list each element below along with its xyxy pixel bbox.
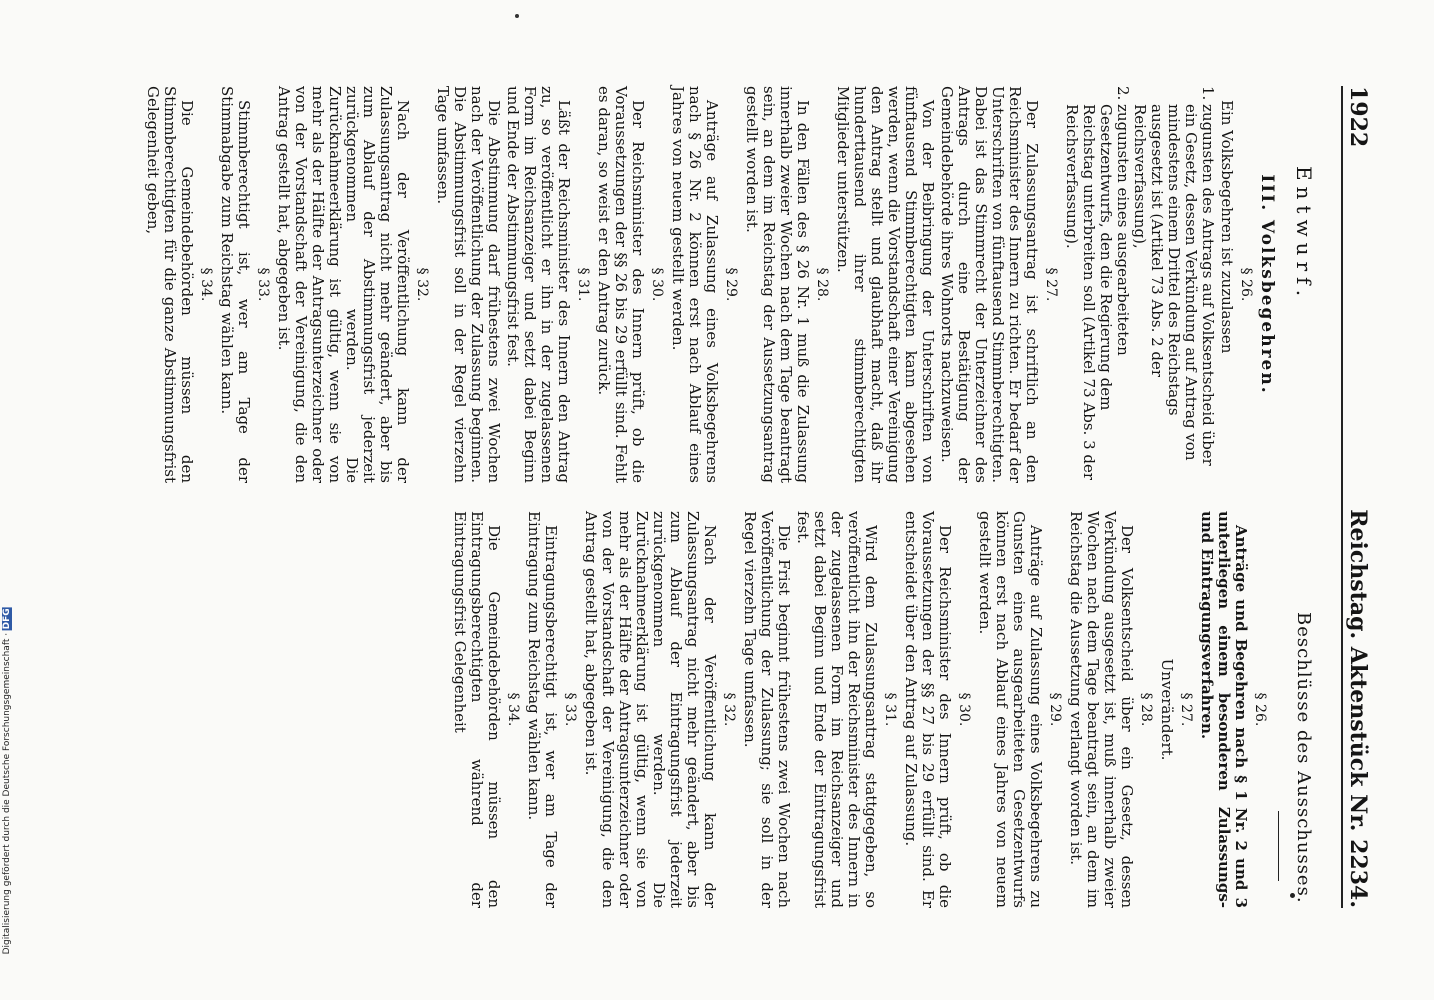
section-29-text: Anträge auf Zulassung eines Volksbegehrens nach § 26 Nr. 2 können erst nach Ablauf eines Jahres von neuem gestellt werden.	[669, 86, 721, 483]
section-29-heading: § 29.	[723, 267, 739, 302]
committee-section-33-text: Eintragungsberechtigt ist, wer am Tage der Eintragung zum Reichstag wählen kann.	[525, 511, 560, 908]
committee-section-31-text: Wird dem Zulassungsantrag stattgegeben, so veröffentlicht ihn der Reichsminister des Innern in der zugelassenen Form im Reichsanzeiger und setzt dabei Beginn und Ende der Eintragungsfrist fest.	[794, 511, 880, 908]
section-31-heading: § 31.	[575, 267, 591, 302]
page-header	[1345, 86, 1371, 908]
committee-heading: Beschlüsse des Ausschusses.	[1293, 612, 1314, 904]
committee-section-31-heading: § 31.	[882, 692, 898, 727]
committee-section-27-text: Unverändert.	[1158, 658, 1176, 761]
committee-section-34-heading: § 34.	[505, 692, 521, 727]
committee-section-27-heading: § 27.	[1178, 692, 1194, 727]
committee-section-30-heading: § 30.	[956, 692, 972, 727]
committee-section-31-text-2: Die Frist beginnt frühestens zwei Wochen nach Veröffentlichung der Zulassung; sie soll in der Regel vierzehn Tage umfassen.	[741, 511, 793, 908]
section-26-heading: § 26.	[1238, 267, 1254, 302]
section-33-text: Stimmberechtigt ist, wer am Tage der Stimmabgabe zum Reichstag wählen kann.	[218, 86, 253, 483]
section-27-text-2: Von der Beibringung der Unterschriften von fünftausend Stimmberechtigten kann abgesehen werden, wenn die Vorstandschaft einer Vereinigung den Antrag stellt und glaubhaft macht, daß ihr hunderttausend ihrer stimmberechtigten Mitglieder unterstützen.	[834, 86, 937, 483]
section-33-heading: § 33.	[255, 267, 271, 302]
section-32-text: Nach der Veröffentlichung kann der Zulassungsantrag nicht mehr geändert, aber bis zum Ablauf der Abstimmungsfrist jederzeit zurückgenommen werden. Die Zurücknahmeerklärung ist gültig, wenn sie von mehr als der Hälfte der Antragsunterzeichner oder von der Vorstandschaft der Vereinigung, die den Antrag gestellt hat, abgegeben ist.	[275, 86, 412, 483]
committee-section-28-heading: § 28.	[1138, 692, 1154, 727]
header-rule	[1341, 86, 1343, 908]
section-28-text: In den Fällen des § 26 Nr. 1 muß die Zulassung innerhalb zweier Wochen nach dem Tage beantragt sein, an dem im Reichstag der Aussetzungsantrag gestellt worden ist.	[743, 86, 812, 483]
committee-section-26-heading: § 26.	[1252, 692, 1268, 727]
two-column-text	[142, 86, 1281, 908]
section-26-item-1-text: zugunsten des Antrags auf Volksentscheid über ein Gesetz, dessen Verkündung auf Antrag von mindestens einem Drittel des Reichstags ausgesetzt ist (Artikel 73 Abs. 2 der Reichsverfassung),	[1131, 104, 1217, 466]
committee-section-34-text: Die Gemeindebehörden müssen den Eintragungsberechtigten während der Eintragungsfrist Gelegenheit	[451, 511, 503, 908]
scan-speck	[515, 14, 519, 18]
committee-column	[142, 511, 1281, 908]
rotated-document-page	[76, 68, 1371, 928]
column-headings	[1292, 86, 1331, 908]
section-30-text: Der Reichsminister des Innern prüft, ob die Voraussetzungen der §§ 26 bis 29 erfüllt sind. Fehlt es daran, so weist er den Antrag zurück.	[595, 86, 647, 483]
committee-section-26-text: Anträge und Begehren nach § 1 Nr. 2 und 3 unterliegen einem besonderen Zulassungs- und Eintragungsverfahren.	[1198, 511, 1250, 908]
dfg-logo: DFG	[2, 608, 12, 630]
committee-section-30-text: Der Reichsminister des Innern prüft, ob die Voraussetzungen der §§ 27 bis 29 erfüllt sind. Er entscheidet über den Antrag auf Zulassung.	[902, 511, 954, 908]
draft-heading: Entwurf.	[1292, 165, 1316, 303]
section-32-heading: § 32.	[414, 267, 430, 302]
committee-section-32-text: Nach der Veröffentlichung kann der Zulassungsantrag nicht mehr geändert, aber bis zum Ablauf der Eintragungsfrist jederzeit zurückgenommen werden. Die Zurücknahmeerklärung ist gültig, wenn sie von mehr als der Hälfte der Antragsunterzeichner oder von der Vorstandschaft der Vereinigung, die den Antrag gestellt hat, abgegeben ist.	[582, 511, 719, 908]
section-30-heading: § 30.	[649, 267, 665, 302]
committee-section-29-text: Anträge auf Zulassung eines Volksbegehrens zu Gunsten eines ausgearbeiteten Gesetzentwurfs können erst nach Ablauf eines Jahres von neuem gestellt werden.	[976, 511, 1045, 908]
section-27-heading: § 27.	[1043, 267, 1059, 302]
section-26-item-2: 2. zugunsten eines ausgearbeiteten Gesetzentwurfs, den die Regierung dem Reichstag unterbreiten soll (Artikel 73 Abs. 3 der Reichsverfassung).	[1063, 86, 1131, 483]
page-title: Reichstag. Aktenstück Nr. 2234.	[1345, 509, 1371, 908]
committee-section-29-heading: § 29.	[1047, 692, 1063, 727]
credit-text: Digitalisierung gefördert durch die Deutsche Forschungsgemeinschaft	[2, 638, 12, 955]
section-26-intro: Ein Volksbegehren ist zuzulassen	[1218, 100, 1236, 354]
part-heading: III. Volksbegehren.	[1257, 174, 1277, 395]
draft-column	[142, 86, 1281, 483]
section-28-heading: § 28.	[814, 267, 830, 302]
section-31-text: Läßt der Reichsminister des Innern den Antrag zu, so veröffentlicht er ihn in der zugelassenen Form im Reichsanzeiger und setzt dabei Beginn und Ende der Abstimmungsfrist fest.	[504, 86, 573, 483]
section-34-text: Die Gemeindebehörden müssen den Stimmberechtigten für die ganze Abstimmungsfrist Gelegenheit geben,	[144, 86, 196, 483]
section-31-text-2: Die Abstimmung darf frühestens zwei Wochen nach der Veröffentlichung der Zulassung beginnen. Die Abstimmungsfrist soll in der Regel vierzehn Tage umfassen.	[434, 86, 503, 483]
section-27-text: Der Zulassungsantrag ist schriftlich an den Reichsminister des Innern zu richten. Er bedarf der Unterschriften von fünftausend Stimmberechtigten. Dabei ist das Stimmrecht der Unterzeichner des Antrags durch eine Bestätigung der Gemeindebehörde ihres Wohnorts nachzuweisen.	[938, 86, 1041, 483]
section-34-heading: § 34.	[198, 267, 214, 302]
committee-section-32-heading: § 32.	[721, 692, 737, 727]
committee-heading-rule	[1278, 811, 1279, 881]
committee-section-33-heading: § 33.	[562, 692, 578, 727]
page-year: 1922	[1345, 86, 1371, 148]
digitization-credit: Digitalisierung gefördert durch die Deutsche Forschungsgemeinschaft · DFG	[2, 608, 12, 955]
section-26-item-1: 1. zugunsten des Antrags auf Volksentscheid über ein Gesetz, dessen Verkündung auf Antrag von mindestens einem Drittel des Reichstags ausgesetzt ist (Artikel 73 Abs. 2 der Reichsverfassung),	[1131, 86, 1216, 483]
section-26-item-2-text: zugunsten eines ausgearbeiteten Gesetzentwurfs, den die Regierung dem Reichstag unterbreiten soll (Artikel 73 Abs. 3 der Reichsverfassung).	[1063, 104, 1132, 481]
committee-section-28-text: Der Volksentscheid über ein Gesetz, dessen Verkündung ausgesetzt ist, muß innerhalb zweier Wochen nach dem Tage beantragt sein, an dem im Reichstag die Aussetzung verlangt worden ist.	[1067, 511, 1136, 908]
